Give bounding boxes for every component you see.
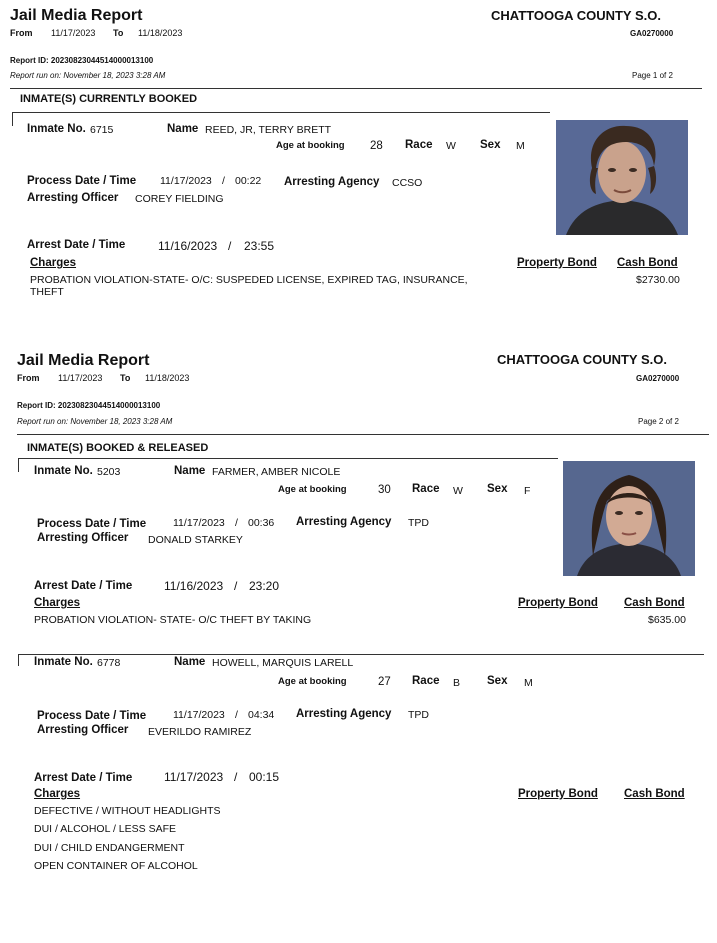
from-label: From [10,28,33,38]
arrest-date: 11/17/2023 [164,770,224,784]
arrest-label: Arrest Date / Time [34,580,133,592]
race-value: B [453,677,461,689]
charge-line: DEFECTIVE / WITHOUT HEADLIGHTS [34,805,221,817]
agency-label: Arresting Agency [284,176,380,188]
inmate-name: REED, JR, TERRY BRETT [205,124,332,136]
from-label: From [17,373,40,383]
inmate-no-label: Inmate No. [27,123,86,135]
sex-value: F [524,485,531,497]
section-heading: INMATE(S) BOOKED & RELEASED [27,442,209,454]
race-label: Race [412,483,440,495]
section-divider [12,112,550,113]
charge-line: OPEN CONTAINER OF ALCOHOL [34,860,198,872]
charge-line: DUI / ALCOHOL / LESS SAFE [34,823,176,835]
arrest-label: Arrest Date / Time [34,772,133,784]
record-bracket [18,458,19,472]
process-date: 11/17/2023 [173,517,225,529]
process-date: 11/17/2023 [160,175,212,187]
county-name: CHATTOOGA COUNTY S.O. [497,352,667,367]
report-id: Report ID: 20230823044514000013100 [10,56,154,65]
to-date: 11/18/2023 [138,28,183,38]
inmate-no-label: Inmate No. [34,656,93,668]
report-id: Report ID: 20230823044514000013100 [17,401,161,410]
officer-name: COREY FIELDING [135,193,224,205]
header-divider [10,88,702,89]
race-value: W [453,485,463,497]
age-label: Age at booking [278,484,347,495]
property-bond-label: Property Bond [518,597,598,609]
agency-label: Arresting Agency [296,708,392,720]
race-value: W [446,140,456,152]
arrest-time: 00:15 [249,770,280,784]
age-label: Age at booking [276,140,345,151]
race-label: Race [405,139,433,151]
arrest-slash: / [228,239,232,253]
agency-value: TPD [408,517,429,529]
age-label: Age at booking [278,676,347,687]
officer-label: Arresting Officer [37,724,129,736]
record-divider [18,654,704,655]
process-slash: / [235,517,238,529]
inmate-no-value: 6778 [97,657,121,669]
agency-label: Arresting Agency [296,516,392,528]
arrest-slash: / [234,579,238,593]
charge-line: PROBATION VIOLATION- STATE- O/C THEFT BY TAKING [34,614,312,626]
cash-bond-value: $635.00 [648,614,686,626]
booking-photo [556,120,688,235]
arrest-time: 23:55 [244,239,275,253]
sex-value: M [516,140,525,152]
race-label: Race [412,675,440,687]
process-slash: / [222,175,225,187]
name-label: Name [174,465,206,477]
charges-label: Charges [34,788,81,800]
officer-name: DONALD STARKEY [148,534,243,546]
process-time: 04:34 [248,709,275,721]
inmate-no-value: 5203 [97,466,121,478]
officer-label: Arresting Officer [27,192,119,204]
officer-name: EVERILDO RAMIREZ [148,726,252,738]
process-label: Process Date / Time [37,518,147,530]
inmate-name: HOWELL, MARQUIS LARELL [212,657,354,669]
age-value: 27 [378,676,391,688]
process-label: Process Date / Time [37,710,147,722]
cash-bond-label: Cash Bond [624,597,685,609]
from-date: 11/17/2023 [51,28,96,38]
agency-code: GA0270000 [636,374,680,383]
process-time: 00:22 [235,175,262,187]
arrest-date: 11/16/2023 [158,239,218,253]
sex-label: Sex [487,675,508,687]
to-date: 11/18/2023 [145,373,190,383]
agency-code: GA0270000 [630,29,674,38]
page-number: Page 2 of 2 [638,417,679,426]
report-title: Jail Media Report [10,7,143,24]
arrest-slash: / [234,770,238,784]
name-label: Name [167,123,199,135]
process-label: Process Date / Time [27,175,137,187]
report-run-on: Report run on: November 18, 2023 3:28 AM [10,71,166,80]
cash-bond-label: Cash Bond [617,257,678,269]
charges-label: Charges [30,257,77,269]
report-title: Jail Media Report [17,352,150,369]
cash-bond-value: $2730.00 [636,274,680,286]
agency-value: TPD [408,709,429,721]
cash-bond-label: Cash Bond [624,788,685,800]
charge-line: THEFT [30,286,64,298]
sex-value: M [524,677,533,689]
process-date: 11/17/2023 [173,709,225,721]
age-value: 30 [378,484,391,496]
charge-line: PROBATION VIOLATION-STATE- O/C: SUSPEDED LICENSE, EXPIRED TAG, INSURANCE, [30,274,468,286]
from-date: 11/17/2023 [58,373,103,383]
process-time: 00:36 [248,517,275,529]
to-label: To [120,373,131,383]
county-name: CHATTOOGA COUNTY S.O. [491,8,661,23]
sex-label: Sex [480,139,501,151]
sex-label: Sex [487,483,508,495]
section-divider [18,458,558,459]
property-bond-label: Property Bond [517,257,597,269]
section-heading: INMATE(S) CURRENTLY BOOKED [20,93,198,105]
process-slash: / [235,709,238,721]
property-bond-label: Property Bond [518,788,598,800]
record-bracket [18,654,19,666]
report-run-on: Report run on: November 18, 2023 3:28 AM [17,417,173,426]
header-divider [17,434,709,435]
arrest-time: 23:20 [249,579,280,593]
page-number: Page 1 of 2 [632,71,673,80]
charges-label: Charges [34,597,81,609]
arrest-date: 11/16/2023 [164,579,224,593]
agency-value: CCSO [392,177,423,189]
name-label: Name [174,656,206,668]
officer-label: Arresting Officer [37,532,129,544]
to-label: To [113,28,124,38]
age-value: 28 [370,140,383,152]
booking-photo [563,461,695,576]
record-bracket [12,112,13,126]
arrest-label: Arrest Date / Time [27,239,126,251]
inmate-name: FARMER, AMBER NICOLE [212,466,341,478]
charge-line: DUI / CHILD ENDANGERMENT [34,842,185,854]
inmate-no-label: Inmate No. [34,465,93,477]
inmate-no-value: 6715 [90,124,114,136]
